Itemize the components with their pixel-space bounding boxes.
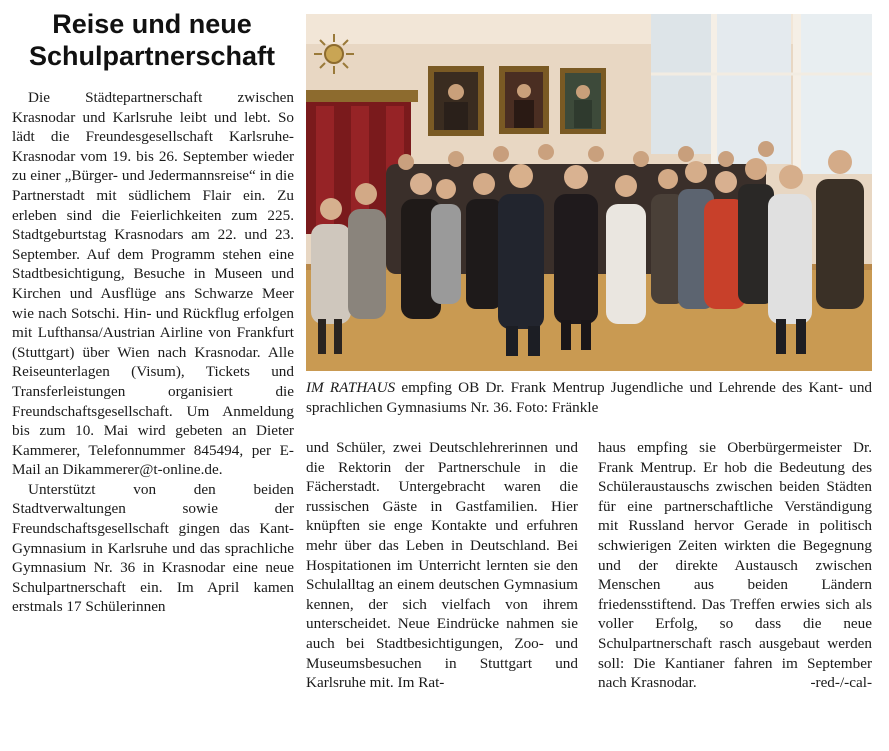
caption-text: empfing OB Dr. Frank Mentrup Jugendliche und Lehrende des Kant- und sprachlichen Gymnasiums Nr. 36. Foto: Fränkle bbox=[306, 379, 873, 416]
paragraph-trip: Die Städtepartnerschaft zwischen Krasnodar und Karlsruhe leibt und lebt. So lädt die Freundesgesellschaft Karlsruhe-Krasnodar vom 19. bis 26. September wieder zu einer „Bürger- und Jedermannsreise“ in die Partnerstadt mit südlichem Flair ein. Zu erleben sind die Feierlichkeiten zum 225. Stadtgeburtstag Krasnodars am 22. und 23. September. Auf dem Programm stehen eine Stadtbesichtigung, Besuche in Museen und Kirchen und Ausflüge ans Schwarze Meer wie nach Sotschi. Hin- und Rückflug erfolgen mit Lufthansa/Austrian Airline von Frankfurt (Stuttgart) über Wien nach Krasnodar. Alle Reiseunterlagen (Visum), Tickets und Transferleistungen organisiert die Freundschaftsgesellschaft. Um Anmeldung bis zum 10. Mai wird gebeten an Dieter Kammerer, Telefonnummer 845494, per E-Mail an Dikammerer@t-online.de. bbox=[12, 89, 294, 479]
article-column-2 bbox=[306, 438, 578, 693]
caption-lead: IM RATHAUS bbox=[306, 379, 396, 396]
group-photo bbox=[306, 14, 872, 371]
article-column-3 bbox=[598, 438, 872, 693]
portrait-painting-2 bbox=[499, 66, 549, 134]
paragraph-reception bbox=[598, 438, 872, 693]
portrait-painting-1 bbox=[428, 66, 484, 136]
headline bbox=[8, 8, 296, 72]
group-photo-illustration bbox=[306, 14, 872, 371]
headline-line-1: Reise und neue bbox=[52, 9, 252, 39]
paragraph-visit: und Schüler, zwei Deutschlehrerinnen und die Rektorin der Partnerschule in die Fächerstadt. Untergebracht waren die russischen Gäste in Gastfamilien. Hier knüpften sie enge Kontakte und erfuhren mehr über das Leben in Deutschland. Bei Hospitationen im Unterricht lernten sie den Schulalltag an einem deutschen Gymnasium kennen, der sich vielfach von ihrem unterscheidet. Neue Eindrücke nahmen sie auch bei Stadtbesichtigungen, Zoo- und Museumsbesuchen in Stuttgart und Karlsruhe mit. Im Rat- bbox=[306, 439, 578, 692]
article-column-1 bbox=[12, 88, 294, 617]
paragraph-partnership: Unterstützt von den beiden Stadtverwaltungen sowie der Freundschaftsgesellschaft gingen das Kant-Gymnasium in Karlsruhe und das sprachliche Gymnasium Nr. 36 in Krasnodar eine neue Schulpartnerschaft ein. Im April kamen erstmals 17 Schülerinnen bbox=[12, 480, 294, 616]
paragraph-reception-text: haus empfing sie Oberbürgermeister Dr. Frank Mentrup. Er hob die Bedeutung des Schüleraustauschs zwischen beiden Städten für eine partnerschaftliche Verständigung mit Russland hervor Gerade in politisch schwierigen Zeiten wirkten die Begegnung und der direkte Austausch zwischen Menschen aus beiden Ländern friedensstiftend. Das Treffen erwies sich als voller Erfolg, so dass die neue Schulpartnerschaft rasch ausgebaut werden soll: Die Kantianer fahren im September nach Krasnodar. bbox=[598, 439, 872, 692]
portrait-painting-3 bbox=[560, 68, 606, 134]
author-signature: -red-/-cal- bbox=[810, 674, 872, 692]
photo-caption bbox=[306, 378, 872, 417]
headline-line-2: Schulpartnerschaft bbox=[28, 41, 276, 71]
